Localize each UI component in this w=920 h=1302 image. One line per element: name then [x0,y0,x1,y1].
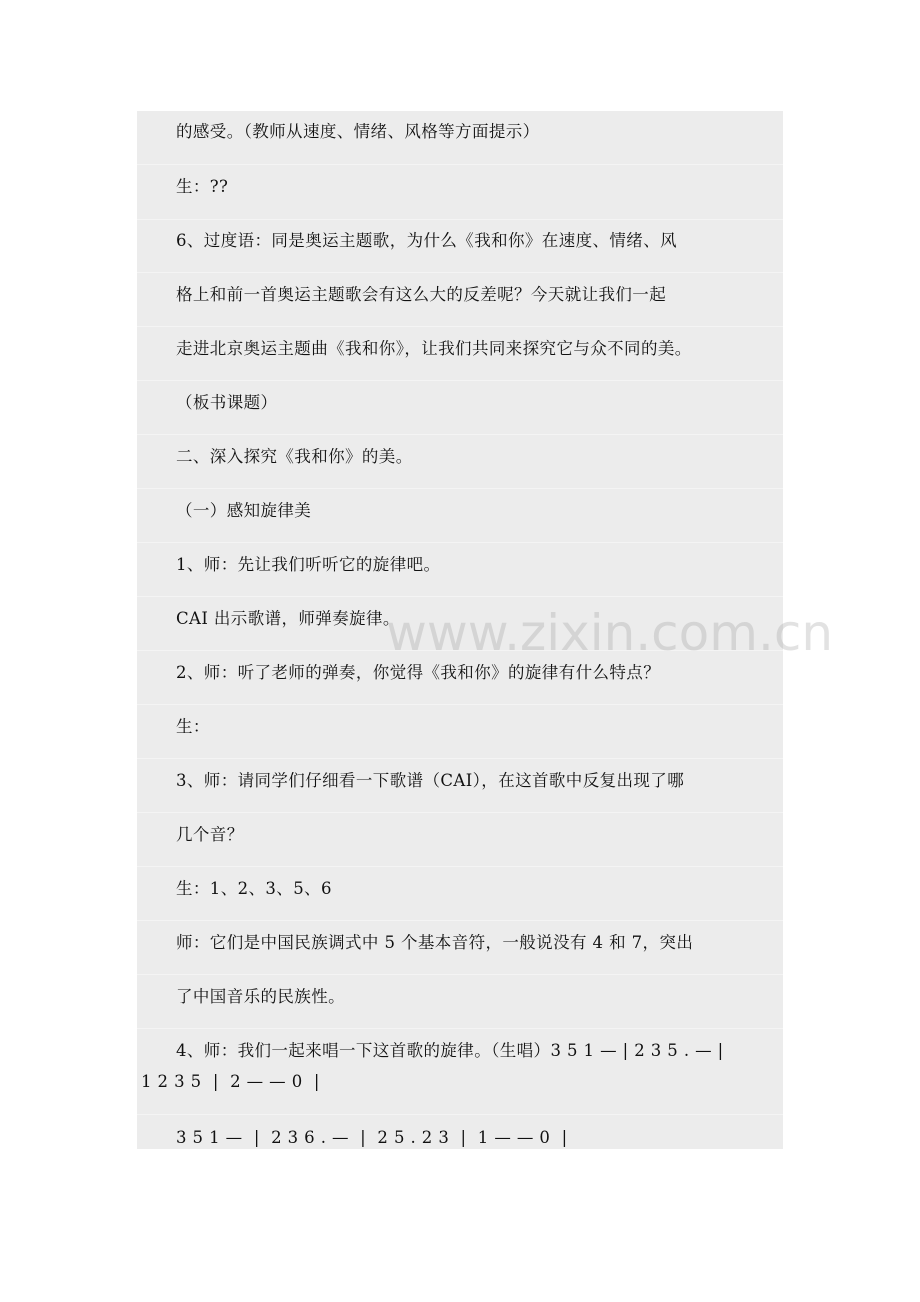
text-line: 3、师：请同学们仔细看一下歌谱（CAI），在这首歌中反复出现了哪 [176,771,685,790]
text-line: 的感受。（教师从速度、情绪、风格等方面提示） [176,122,540,141]
text-line: （板书课题） [176,393,278,412]
row-divider [137,705,783,759]
text-line: 6、过度语：同是奥运主题歌，为什么《我和你》在速度、情绪、风 [176,231,677,250]
text-line: 走进北京奥运主题曲《我和你》，让我们共同来探究它与众不同的美。 [176,339,692,358]
text-line: 生：1、2、3、5、6 [176,879,332,898]
text-line: 生： [176,717,210,736]
text-line: 几个音？ [176,825,244,844]
notation-line: 1 2 3 5 | 2 — — 0 | [141,1072,320,1091]
text-line: 了中国音乐的民族性。 [176,987,345,1006]
watermark-text: www.zixin.com.cn [386,604,834,662]
text-line: 4、师：我们一起来唱一下这首歌的旋律。（生唱）3 5 1 — | 2 3 5 . — | [176,1041,724,1060]
notation-line: 3 5 1 — | 2 3 6 . — | 2 5 . 2 3 | 1 — — 0 | [176,1128,568,1147]
text-line: 1、师：先让我们听听它的旋律吧。 [176,555,441,574]
row-divider [137,165,783,220]
text-line: 师：它们是中国民族调式中 5 个基本音符，一般说没有 4 和 7，突出 [176,933,694,952]
subsection-heading: （一）感知旋律美 [176,501,312,520]
text-line: 生：?? [176,177,229,196]
text-line: CAI 出示歌谱，师弹奏旋律。 [176,609,400,628]
text-line: 格上和前一首奥运主题歌会有这么大的反差呢？今天就让我们一起 [176,285,667,304]
text-line: 2、师：听了老师的弹奏，你觉得《我和你》的旋律有什么特点？ [176,663,661,682]
section-heading: 二、深入探究《我和你》的美。 [176,447,413,466]
